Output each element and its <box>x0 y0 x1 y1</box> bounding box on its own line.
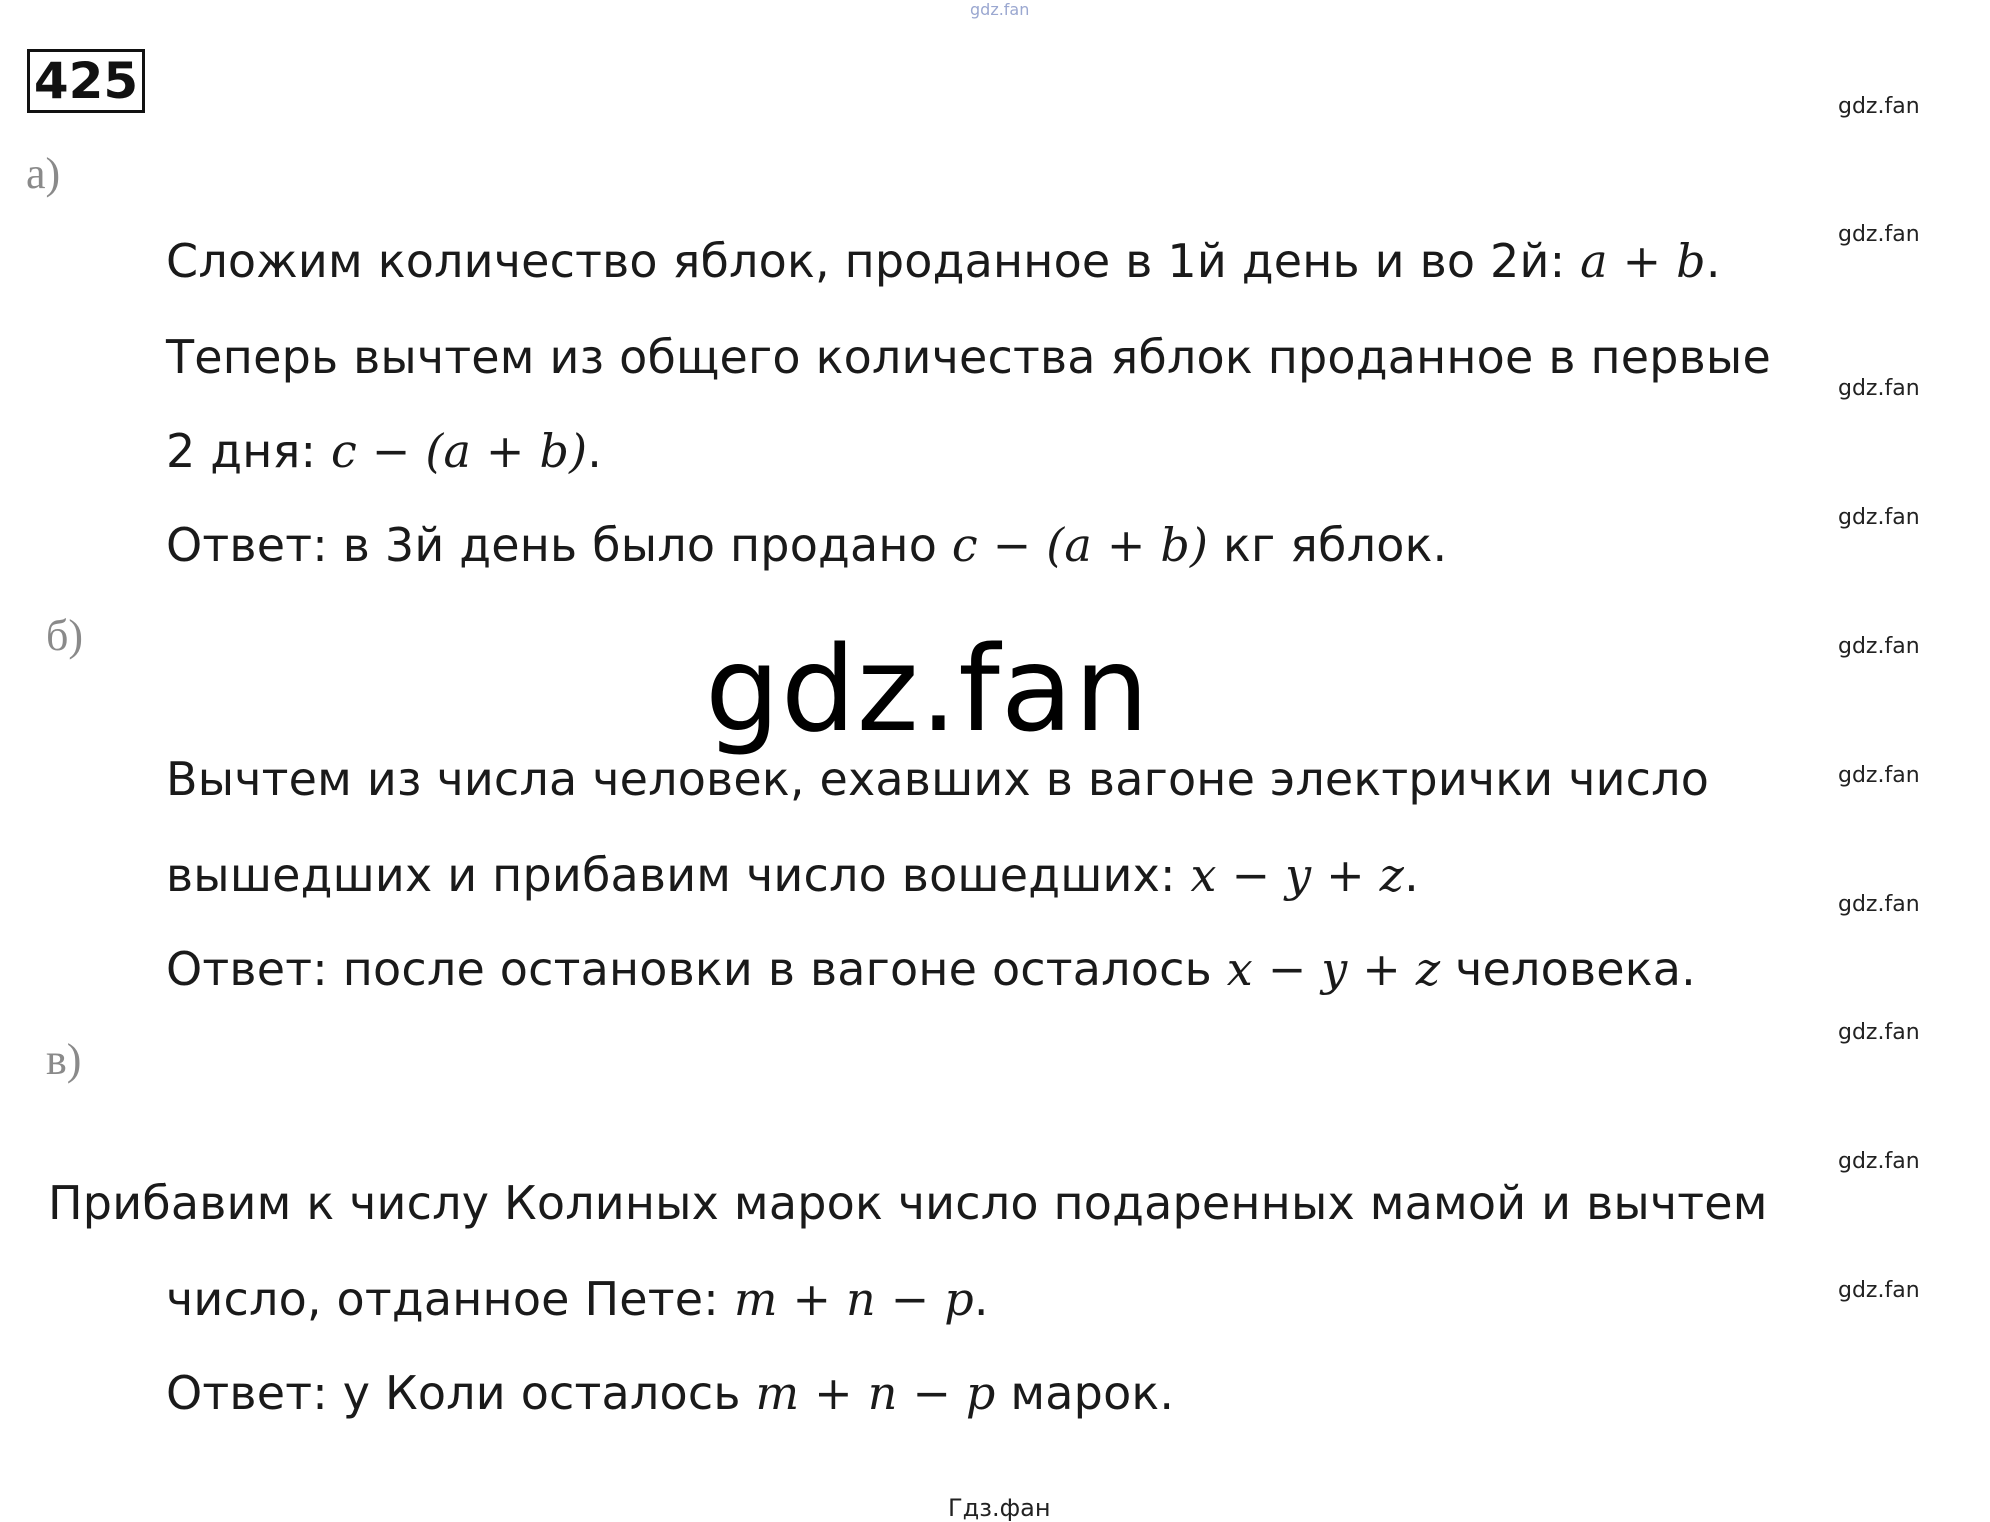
task-number-box <box>27 49 145 113</box>
text: число, отданное Пете: <box>166 1272 734 1326</box>
part-a-line-2: Теперь вычтем из общего количества яблок проданное в первые <box>166 330 1771 384</box>
task-number: 425 <box>33 52 139 110</box>
part-b-line-2 <box>166 848 1419 902</box>
side-watermark: gdz.fan <box>1838 763 1920 788</box>
big-watermark: gdz.fan <box>705 620 1150 758</box>
part-c-line-2 <box>166 1272 989 1326</box>
part-c-label: в) <box>46 1035 82 1084</box>
text: 2 дня: <box>166 424 331 478</box>
side-watermark: gdz.fan <box>1838 1020 1920 1045</box>
text: Ответ: у Коли осталось <box>166 1366 756 1420</box>
part-b-label: б) <box>46 611 84 660</box>
top-watermark: gdz.fan <box>970 0 1030 19</box>
text: вышедших и прибавим число вошедших: <box>166 848 1191 902</box>
part-a-line-1 <box>166 234 1721 288</box>
part-a-answer <box>166 518 1447 572</box>
side-watermark: gdz.fan <box>1838 1278 1920 1303</box>
text: Ответ: в 3й день было продано <box>166 518 952 572</box>
text: . <box>587 424 603 478</box>
formula: x − y + z <box>1226 942 1441 996</box>
formula: m + n − p <box>733 1272 974 1326</box>
text: марок. <box>995 1366 1175 1420</box>
formula: x − y + z <box>1190 848 1405 902</box>
text: Ответ: после остановки в вагоне осталось <box>166 942 1227 996</box>
text: . <box>1404 848 1419 902</box>
text: человека. <box>1440 942 1696 996</box>
text: кг яблок. <box>1208 518 1448 572</box>
part-b-answer <box>166 942 1696 996</box>
text: Сложим количество яблок, проданное в 1й день и во 2й: <box>166 234 1581 288</box>
side-watermark: gdz.fan <box>1838 892 1920 917</box>
side-watermark: gdz.fan <box>1838 376 1920 401</box>
text: . <box>973 1272 989 1326</box>
formula: c − (a + b) <box>330 424 588 478</box>
text: . <box>1705 234 1721 288</box>
part-c-line-1: Прибавим к числу Колиных марок число подаренных мамой и вычтем <box>48 1176 1768 1230</box>
formula: c − (a + b) <box>951 518 1209 572</box>
part-a-label: а) <box>26 149 61 198</box>
side-watermark: gdz.fan <box>1838 94 1920 119</box>
part-a-line-3 <box>166 424 602 478</box>
bottom-watermark: Гдз.фан <box>948 1494 1051 1522</box>
part-b-line-1: Вычтем из числа человек, ехавших в вагоне электрички число <box>166 752 1710 806</box>
side-watermark: gdz.fan <box>1838 222 1920 247</box>
side-watermark: gdz.fan <box>1838 1149 1920 1174</box>
side-watermark: gdz.fan <box>1838 505 1920 530</box>
part-c-answer <box>166 1366 1174 1420</box>
side-watermark: gdz.fan <box>1838 634 1920 659</box>
formula: m + n − p <box>755 1366 996 1420</box>
formula: a + b <box>1580 234 1706 288</box>
